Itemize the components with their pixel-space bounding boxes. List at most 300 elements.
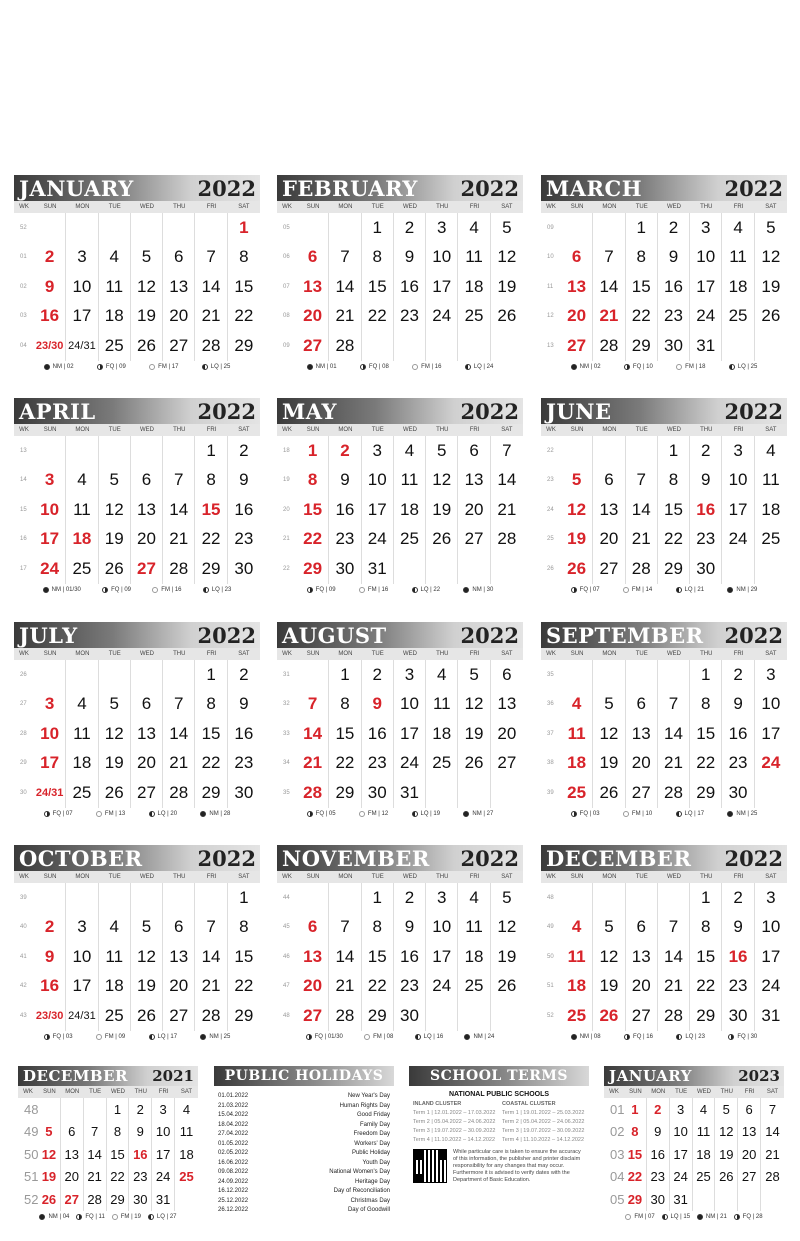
day-cell: 2 [329, 436, 361, 466]
moon-phases [541, 811, 787, 817]
month-year: 2022 [460, 846, 519, 871]
day-cell: 16 [362, 719, 394, 749]
day-cell: 25 [458, 972, 490, 1002]
week-number: 15 [20, 506, 27, 513]
empty-cell [658, 660, 690, 690]
week-number: 19 [283, 477, 290, 484]
week-number: 44 [283, 894, 290, 901]
day-cell: 30 [394, 1001, 426, 1031]
moon-phase [571, 1034, 601, 1040]
holiday-row [214, 1130, 394, 1140]
moon-phases [277, 1034, 523, 1040]
empty-cell [99, 436, 131, 466]
empty-cell [458, 1001, 490, 1031]
day-cell: 14 [297, 719, 329, 749]
day-cell: 12 [593, 942, 625, 972]
day-cell: 1 [626, 213, 658, 243]
day-cell: 2 [239, 664, 249, 684]
week-number: 03 [610, 1146, 625, 1162]
holiday-date: 16.12.2022 [218, 1188, 249, 1194]
holiday-name: Family Day [359, 1121, 390, 1128]
day-cell: 9 [129, 1121, 152, 1144]
weekday-label: SAT [180, 1089, 193, 1095]
holiday-row [214, 1111, 394, 1121]
day-cell: 23/30 [34, 1001, 66, 1031]
holiday-name: Human Rights Day [339, 1102, 390, 1109]
weekday-label: WED [402, 874, 417, 880]
moon-label: NM | 01/30 [51, 586, 81, 593]
day-cell: 13 [626, 719, 658, 749]
day-cell: 29 [107, 1188, 130, 1211]
week-number: 39 [20, 894, 27, 901]
day-cell: 28 [297, 778, 329, 808]
day-cell: 3 [426, 883, 458, 913]
qr-code-icon [413, 1149, 447, 1183]
weekday-label: WK [19, 651, 29, 657]
day-cell: 10 [66, 942, 98, 972]
moon-label: FM | 10 [631, 810, 653, 817]
day-cell: 7 [329, 243, 361, 273]
empty-cell [297, 213, 329, 243]
empty-cell [195, 883, 227, 913]
weekday-label: TUE [89, 1089, 102, 1095]
day-cell: 15 [362, 942, 394, 972]
weekday-label: SUN [629, 1089, 642, 1095]
day-cell: 25 [722, 302, 754, 332]
weekday-label: MON [75, 427, 90, 433]
weekday-label: WED [139, 204, 154, 210]
day-cell: 13 [497, 694, 517, 714]
day-cell: 11 [693, 1121, 716, 1144]
day-cell: 12 [99, 495, 131, 525]
day-cell: 28 [658, 1001, 690, 1031]
moon-phase [571, 811, 600, 817]
month-year: 2022 [460, 623, 519, 648]
weekday-label: SAT [238, 427, 250, 433]
day-cell: 11 [99, 942, 131, 972]
moon-phase [39, 1214, 69, 1220]
weekday-label: FRI [469, 651, 480, 657]
day-grid [541, 213, 787, 361]
weekday-label: MON [338, 874, 353, 880]
moon-label: FQ | 28 [742, 1213, 763, 1220]
empty-cell [34, 436, 66, 466]
empty-cell [458, 778, 490, 808]
week-number: 21 [283, 536, 290, 543]
day-cell: 23 [129, 1166, 152, 1189]
lq-moon-icon [465, 364, 471, 370]
month-year: 2022 [724, 623, 783, 648]
day-cell: 10 [426, 243, 458, 273]
day-cell: 2 [647, 1098, 670, 1121]
month-header [604, 1066, 784, 1086]
day-cell: 8 [362, 243, 394, 273]
day-cell: 17 [66, 972, 98, 1002]
weekday-label: WED [402, 204, 417, 210]
day-cell: 19 [131, 302, 163, 332]
weekday-label: THU [700, 651, 713, 657]
day-cell: 5 [502, 217, 512, 237]
moon-label: FM | 09 [104, 1033, 126, 1040]
day-cell: 19 [497, 946, 517, 966]
empty-cell [394, 554, 426, 584]
weekday-label: MON [602, 204, 617, 210]
week-number: 09 [547, 224, 554, 231]
moon-label: LQ | 21 [684, 586, 705, 593]
moon-label: FQ | 05 [315, 810, 336, 817]
day-cell: 21 [658, 972, 690, 1002]
day-cell: 15 [195, 719, 227, 749]
day-cell: 16 [34, 972, 66, 1002]
day-cell: 1 [362, 213, 394, 243]
day-cell: 20 [593, 525, 625, 555]
day-cell: 9 [34, 942, 66, 972]
holiday-date: 02.05.2022 [218, 1150, 249, 1156]
day-cell: 7 [195, 913, 227, 943]
day-cell: 30 [129, 1188, 152, 1211]
day-cell: 9 [239, 694, 249, 714]
day-cell: 17 [362, 495, 394, 525]
day-cell: 28 [497, 529, 517, 549]
day-cell: 24/31 [66, 331, 98, 361]
day-cell: 4 [722, 213, 754, 243]
weekday-label: SUN [570, 874, 584, 880]
inland-term-3: Term 3 | 19.07.2022 – 30.09.2022 [413, 1128, 496, 1134]
day-cell: 25 [761, 529, 781, 549]
day-cell: 17 [761, 946, 781, 966]
day-cell: 27 [626, 778, 658, 808]
moon-label: FQ | 16 [633, 1033, 653, 1040]
day-cell: 9 [362, 690, 394, 720]
week-number: 35 [547, 671, 554, 678]
empty-cell [458, 331, 490, 361]
day-cell: 16 [658, 272, 690, 302]
day-cell: 8 [329, 690, 361, 720]
weekday-label: THU [173, 204, 186, 210]
day-cell: 2 [658, 213, 690, 243]
day-cell: 27 [593, 554, 625, 584]
week-number: 41 [20, 953, 27, 960]
weekday-label: WK [609, 1089, 619, 1095]
day-cell: 11 [458, 243, 490, 273]
day-cell: 3 [766, 664, 776, 684]
inland-term-4: Term 4 | 11.10.2022 – 14.12.2022 [413, 1137, 496, 1143]
moon-phase [624, 1034, 653, 1040]
week-number: 39 [547, 789, 554, 796]
fq-moon-icon [307, 587, 313, 593]
moon-phases [14, 364, 260, 370]
month-name: DECEMBER [23, 1067, 128, 1085]
weekday-header [14, 424, 260, 436]
day-cell: 11 [99, 272, 131, 302]
day-cell: 5 [561, 466, 593, 496]
day-cell: 20 [561, 302, 593, 332]
day-cell: 19 [761, 276, 781, 296]
empty-cell [99, 660, 131, 690]
moon-phase [96, 1034, 125, 1040]
day-cell: 7 [329, 913, 361, 943]
fq-moon-icon [624, 364, 630, 370]
weekday-label: TUE [635, 874, 648, 880]
lq-moon-icon [203, 587, 209, 593]
month-november-2022 [277, 845, 523, 1040]
moon-phase [463, 811, 493, 817]
weekday-label: TUE [108, 204, 121, 210]
day-cell: 31 [670, 1188, 693, 1211]
holiday-date: 21.03.2022 [218, 1102, 249, 1109]
day-cell: 8 [658, 466, 690, 496]
weekday-header [277, 648, 523, 660]
day-cell: 26 [761, 306, 781, 326]
moon-phase [412, 587, 441, 593]
week-number: 50 [24, 1146, 39, 1162]
day-cell: 21 [163, 749, 195, 779]
day-grid [604, 1098, 784, 1211]
day-cell: 26 [497, 976, 517, 996]
holiday-name: Workers' Day [354, 1140, 390, 1147]
day-cell: 4 [426, 660, 458, 690]
empty-cell [131, 883, 163, 913]
lq-moon-icon [415, 1034, 421, 1040]
day-cell: 4 [458, 213, 490, 243]
day-cell: 16 [34, 302, 66, 332]
weekday-header [277, 201, 523, 213]
fm-moon-icon [364, 1034, 370, 1040]
day-cell: 9 [239, 470, 249, 490]
day-cell: 17 [34, 749, 66, 779]
day-cell: 22 [107, 1166, 130, 1189]
moon-phases [541, 1034, 787, 1040]
holiday-row [214, 1178, 394, 1188]
holiday-date: 01.05.2022 [218, 1140, 249, 1147]
moon-phase [571, 364, 601, 370]
holiday-name: Good Friday [356, 1112, 390, 1118]
holiday-row [214, 1149, 394, 1159]
day-cell: 30 [362, 778, 394, 808]
day-cell: 24 [670, 1166, 693, 1189]
fq-moon-icon [734, 1214, 740, 1220]
day-cell: 25 [99, 1001, 131, 1031]
fq-moon-icon [624, 1034, 630, 1040]
day-cell: 30 [658, 331, 690, 361]
moon-phase [149, 364, 178, 370]
weekday-label: MON [602, 651, 617, 657]
school-terms-panel [409, 1066, 589, 1184]
month-name: SEPTEMBER [546, 623, 704, 648]
weekday-label: FRI [206, 204, 217, 210]
empty-cell [131, 213, 163, 243]
day-cell: 10 [761, 694, 781, 714]
day-cell: 19 [38, 1166, 61, 1189]
day-cell: 26 [131, 331, 163, 361]
week-number: 38 [547, 760, 554, 767]
month-header [14, 175, 260, 201]
day-cell: 12 [38, 1143, 61, 1166]
empty-cell [329, 883, 361, 913]
moon-label: NM | 25 [736, 810, 758, 817]
empty-cell [394, 331, 426, 361]
day-cell: 13 [61, 1143, 84, 1166]
day-grid [14, 213, 260, 361]
fm-moon-icon [112, 1214, 118, 1220]
week-number: 49 [24, 1124, 39, 1140]
moon-phase [112, 1214, 141, 1220]
nm-moon-icon [727, 587, 733, 593]
lq-moon-icon [202, 364, 208, 370]
moon-label: FM | 16 [161, 586, 182, 593]
nm-moon-icon [464, 1034, 470, 1040]
weekday-label: FRI [733, 874, 744, 880]
fm-moon-icon [96, 811, 102, 817]
day-cell: 15 [690, 942, 722, 972]
day-cell: 30 [234, 782, 254, 802]
moon-phases [541, 587, 787, 593]
lq-moon-icon [149, 811, 155, 817]
weekday-label: SAT [501, 204, 513, 210]
weekday-label: SUN [306, 874, 320, 880]
day-cell: 26 [38, 1188, 61, 1211]
day-cell: 10 [34, 495, 66, 525]
moon-phase [307, 364, 337, 370]
day-cell: 5 [715, 1098, 738, 1121]
public-holidays-title: PUBLIC HOLIDAYS [214, 1066, 394, 1086]
week-number: 13 [547, 342, 554, 349]
day-cell: 18 [99, 302, 131, 332]
weekday-label: WK [19, 427, 29, 433]
moon-phases [18, 1214, 198, 1220]
day-cell: 19 [131, 972, 163, 1002]
day-cell: 21 [329, 302, 361, 332]
fq-moon-icon [97, 364, 103, 370]
day-cell: 2 [394, 213, 426, 243]
empty-cell [34, 213, 66, 243]
weekday-label: SAT [766, 1089, 779, 1095]
day-grid [18, 1098, 198, 1211]
day-cell: 24 [722, 525, 754, 555]
day-cell: 2 [239, 440, 249, 460]
moon-phase [43, 587, 81, 593]
day-grid [541, 660, 787, 808]
day-cell: 18 [66, 749, 98, 779]
day-cell: 5 [458, 660, 490, 690]
empty-cell [593, 213, 625, 243]
weekday-label: WED [666, 427, 681, 433]
moon-label: NM | 24 [473, 1033, 495, 1040]
day-cell: 27 [61, 1188, 84, 1211]
day-cell: 12 [561, 495, 593, 525]
moon-phase [203, 587, 232, 593]
moon-phase [676, 587, 705, 593]
day-cell: 1 [362, 883, 394, 913]
month-header [14, 622, 260, 648]
holiday-date: 26.12.2022 [218, 1207, 249, 1213]
day-cell: 4 [99, 243, 131, 273]
week-number: 01 [610, 1101, 625, 1117]
weekday-label: THU [700, 874, 713, 880]
week-number: 22 [547, 447, 554, 454]
day-cell: 23 [722, 972, 754, 1002]
moon-label: NM | 01 [315, 363, 337, 370]
day-cell: 19 [497, 276, 517, 296]
day-cell: 6 [163, 913, 195, 943]
month-january-2022 [14, 175, 260, 370]
weekday-label: MON [338, 204, 353, 210]
empty-cell [195, 213, 227, 243]
moon-phase [149, 1034, 178, 1040]
weekday-header [14, 201, 260, 213]
month-name: AUGUST [282, 623, 387, 648]
day-cell: 8 [239, 247, 249, 267]
empty-cell [693, 1188, 716, 1211]
moon-label: NM | 02 [579, 363, 601, 370]
day-cell: 21 [163, 525, 195, 555]
week-number: 01 [20, 254, 27, 261]
fq-moon-icon [44, 811, 50, 817]
empty-cell [626, 436, 658, 466]
day-cell: 10 [670, 1121, 693, 1144]
day-cell: 28 [626, 554, 658, 584]
day-cell: 21 [497, 499, 517, 519]
day-cell: 17 [690, 272, 722, 302]
day-cell: 5 [593, 690, 625, 720]
day-cell: 13 [593, 495, 625, 525]
week-number: 20 [283, 506, 290, 513]
day-cell: 19 [593, 972, 625, 1002]
empty-cell [362, 331, 394, 361]
weekday-label: SUN [570, 204, 584, 210]
day-cell: 1 [195, 660, 227, 690]
empty-cell [163, 883, 195, 913]
day-cell: 28 [195, 1001, 227, 1031]
day-cell: 5 [766, 217, 776, 237]
holiday-name: Freedom Day [353, 1131, 390, 1137]
month-year: 2021 [152, 1067, 194, 1085]
moon-phase [360, 364, 389, 370]
fq-moon-icon [728, 1034, 734, 1040]
moon-label: NM | 29 [736, 586, 758, 593]
day-cell: 7 [593, 243, 625, 273]
moon-label: FQ | 10 [632, 363, 653, 370]
empty-cell [593, 883, 625, 913]
day-cell: 24 [761, 753, 781, 773]
inland-label: INLAND CLUSTER [413, 1101, 462, 1107]
weekday-header [541, 648, 787, 660]
moon-label: LQ | 25 [737, 363, 758, 370]
day-cell: 26 [458, 749, 490, 779]
day-cell: 21 [593, 302, 625, 332]
month-name: JANUARY [19, 176, 134, 201]
weekday-label: WK [546, 651, 556, 657]
day-cell: 20 [626, 972, 658, 1002]
month-january-2023 [604, 1066, 784, 1220]
day-cell: 26 [561, 554, 593, 584]
day-cell: 14 [658, 942, 690, 972]
month-name: APRIL [19, 399, 96, 424]
fm-moon-icon [359, 811, 365, 817]
empty-cell [761, 1188, 784, 1211]
day-cell: 2 [690, 436, 722, 466]
empty-cell [84, 1098, 107, 1121]
day-cell: 8 [107, 1121, 130, 1144]
day-cell: 20 [163, 302, 195, 332]
weekday-label: FRI [469, 427, 480, 433]
day-cell: 29 [626, 331, 658, 361]
day-cell: 27 [626, 1001, 658, 1031]
moon-label: FM | 13 [104, 810, 126, 817]
coastal-term-3: Term 3 | 19.07.2022 – 30.09.2022 [502, 1128, 585, 1134]
day-cell: 11 [561, 719, 593, 749]
coastal-term-4: Term 4 | 11.10.2022 – 14.12.2022 [502, 1137, 585, 1143]
